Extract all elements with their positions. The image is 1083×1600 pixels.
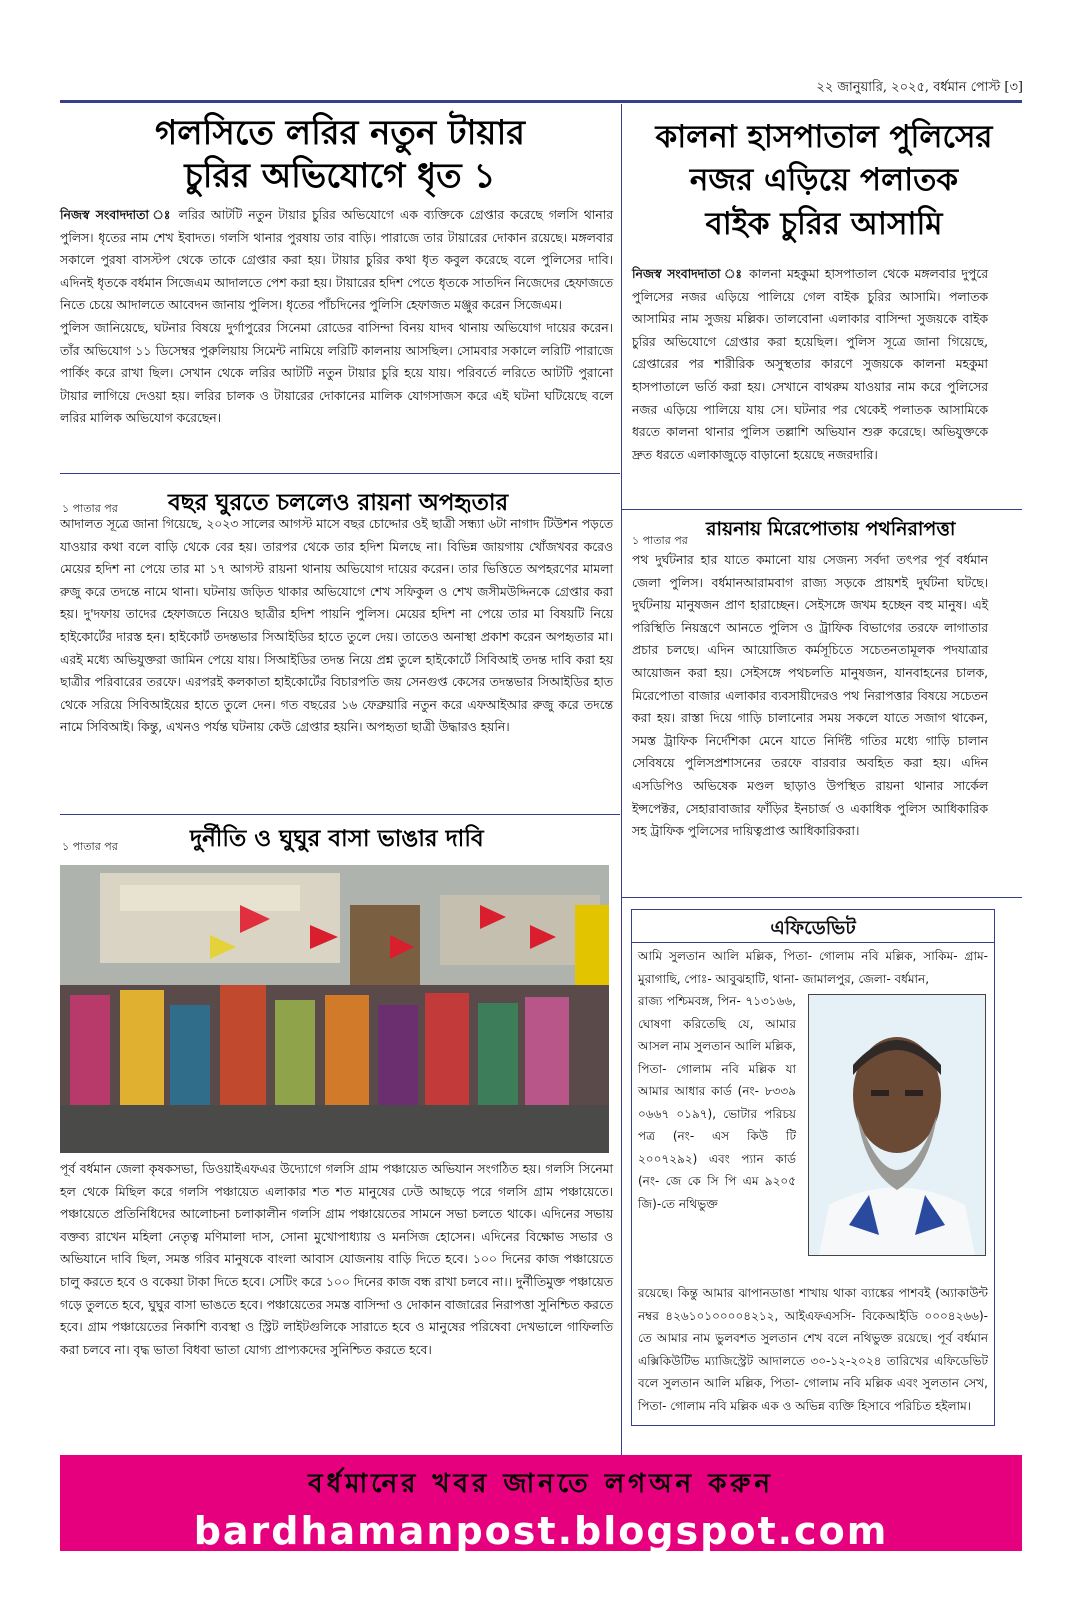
article5-headline: দুর্নীতি ও ঘুঘুর বাসা ভাঙার দাবি — [190, 826, 484, 852]
article1-headline — [60, 112, 620, 197]
affidavit-box — [631, 909, 995, 1426]
rally-photo — [60, 865, 609, 1153]
article2-para1: কালনা মহকুমা হাসপাতাল থেকে মঙ্গলবার দুপুরে পুলিসের নজর এড়িয়ে পালিয়ে গেল বাইক চুরির আসামি। পলাতক আসামির নাম সুজয় মল্লিক। তালবোনা এলাকার বাসিন্দা সুজয়কে বাইক চুরির অভিযোগে গ্রেপ্তার করা হয়েছিল। পুলিস সূত্রে জানা গিয়েছে, গ্রেপ্তারের পর শারীরিক অসুস্থতার কারণে সুজয়কে কালনা মহকুমা হাসপাতালে ভর্তি করা হয়। সেখানে বাথরুম যাওয়ার নাম করে পুলিসের নজর এড়িয়ে পালিয়ে যায় সে। ঘটনার পর থেকেই পলাতক আসামিকে ধরতে কালনা থানার পুলিস তল্লাশি অভিযান শুরু করেছে। অভিযুক্তকে দ্রুত ধরতে এলাকাজুড়ে বাড়ানো হয়েছে নজরদারি। — [632, 267, 988, 462]
affidavit-portrait — [808, 994, 986, 1256]
article2-body — [632, 263, 988, 466]
article4-continued: ১ পাতার পর — [632, 534, 688, 547]
article2-divider — [622, 509, 1022, 510]
article3-headline: বছর ঘুরতে চললেও রায়না অপহৃতার — [168, 490, 509, 516]
article1-para1: লরির আটটি নতুন টায়ার চুরির অভিযোগে এক ব্যক্তিকে গ্রেপ্তার করেছে গলসি থানার পুলিস। ধৃতের নাম শেখ ইবাদত। গলসি থানার পুরষায় তার বাড়ি। পারাজে তার টায়ারের দোকান রয়েছে। মঙ্গলবার সকালে পুরষা বাসস্টপ থেকে তাকে গ্রেপ্তার করা হয়। টায়ার চুরির কথা ধৃত কবুল করেছে বলে পুলিসের দাবি। এদিনই ধৃতকে বর্ধমান সিজেএম আদালতে পেশ করা হয়। টায়ারের হদিশ পেতে ধৃতকে সাতদিন নিজেদের হেফাজতে নিতে চেয়ে আদালতে আবেদন জানায় পুলিস। ধৃতের পাঁচদিনের পুলিসি হেফাজত মঞ্জুর করেন সিজেএম। — [60, 208, 613, 313]
affidavit-side-text: রাজ্য পশ্চিমবঙ্গ, পিন- ৭১৩১৬৬, ঘোষণা করিতেছি যে, আমার আসল নাম সুলতান আলি মল্লিক, পিতা- গোলাম নবি মল্লিক যা আমার আধার কার্ড (নং- ৮৩৩৯ ০৬৬৭ ০১৯৭), ভোটার পরিচয় পত্র (নং- এস কিউ টি ২০০৭২৯২) এবং প্যান কার্ড (নং- জে কে সি পি এম ৯২০৫ জি)-তে নথিভুক্ত — [638, 994, 796, 1211]
affidavit-title: এফিডেভিট — [770, 917, 856, 939]
rally-photo-image — [60, 865, 609, 1153]
article3-continued: ১ পাতার পর — [62, 502, 118, 515]
blog-banner[interactable] — [60, 1455, 1022, 1551]
article2-headline-line3: বাইক চুরির আসামি — [705, 205, 943, 242]
banner-tagline: বর্ধমানের খবর জানতে লগঅন করুন — [308, 1469, 774, 1499]
article1-headline-line2: চুরির অভিযোগে ধৃত ১ — [184, 155, 496, 196]
affidavit-top-text: আমি সুলতান আলি মল্লিক, পিতা- গোলাম নবি মল্লিক, সাকিম- গ্রাম- মুরাগাছি, পোঃ- আবুঝহাটি, থানা- জামালপুর, জেলা- বর্ধমান, — [638, 949, 988, 986]
article4-headline: রায়নায় মিরেপোতায় পথনিরাপত্তা — [706, 518, 956, 540]
affidavit-bottom-text: রয়েছে। কিন্তু আমার ঝাপানডাঙা শাখায় থাকা ব্যাঙ্কের পাশবই (অ্যাকাউন্ট নম্বর ৪২৬১০১০০০০৪২১২, আইএফএসসি- বিকেআইডি ০০০৪২৬৬)-তে আমার নাম ভুলবশত সুলতান শেখ বলে নথিভুক্ত রয়েছে। পূর্ব বর্ধমান এক্সিকিউটিভ ম্যাজিস্ট্রেট আদালতে ৩০-১২-২০২৪ তারিখের এফিডেভিট বলে সুলতান আলি মল্লিক, পিতা- গোলাম নবি মল্লিক এবং সুলতান সেখ, পিতা- গোলাম নবি মল্লিক এক ও অভিন্ন ব্যক্তি হিসাবে পরিচিত হইলাম। — [638, 1286, 988, 1413]
article5-para1: পূর্ব বর্ধমান জেলা কৃষকসভা, ডিওয়াইএফএর উদ্যোগে গলসি গ্রাম পঞ্চায়েত অভিযান সংগঠিত হয়। গলসি সিনেমা হল থেকে মিছিল করে গলসি পঞ্চায়েত এলাকার শত শত মানুষের ঢেউ আছড়ে পরে গলসি গ্রাম পঞ্চায়েতে। পঞ্চায়েতে প্রতিনিধিদের আলোচনা চলাকালীন গলসি গ্রাম পঞ্চায়েতের সামনে সভা চলতে থাকে। এদিনের সভায় বক্তব্য রাখেন মহিলা নেতৃত্ব মণিমালা দাস, সোনা মুখোপাধ্যায় ও মনসিজ হোসেন। এদিনের বিক্ষোভ সভার ও অভিযানে দাবি ছিল, সমস্ত গরিব মানুষকে বাংলা আবাস যোজনায় বাড়ি দিতে হবে। ১০০ দিনের কাজ পঞ্চায়েতে চালু করতে হবে ও বকেয়া টাকা দিতে হবে। সেটিং করে ১০০ দিনের কাজ বন্ধ রাখা চলবে না।। দুর্নীতিমুক্ত পঞ্চায়েত গড়ে তুলতে হবে, ঘুঘুর বাসা ভাঙতে হবে। পঞ্চায়েতের সমস্ত বাসিন্দা ও দোকান বাজারের নিরাপত্তা সুনিশ্চিত করতে হবে। গ্রাম পঞ্চায়েতের নিকাশি ব্যবস্থা ও স্ট্রিট লাইটগুলিকে সারাতে হবে ও মানুষের পরিষেবা দেখভালে গাফিলতি করা চলবে না। বৃদ্ধ ভাতা বিধবা ভাতা যোগ্য প্রাপ্যকদের সুনিশ্চিত করতে হবে। — [60, 1162, 613, 1357]
top-rule — [60, 100, 1022, 103]
article1-body — [60, 204, 613, 430]
article5-body — [60, 1158, 613, 1361]
portrait-image — [809, 995, 985, 1255]
article1-para2: পুলিস জানিয়েছে, ঘটনার বিষয়ে দুর্গাপুরের সিনেমা রোডের বাসিন্দা বিনয় যাদব থানায় অভিযোগ দায়ের করেন। তাঁর অভিযোগ ১১ ডিসেম্বর পুরুলিয়ায় সিমেন্ট নামিয়ে লরিটি কালনায় আসছিল। সোমবার সকালে লরিটি পারাজে পার্কিং করে রাখা ছিল। সেখান থেকে লরির আটটি নতুন টায়ার চুরি হয়ে যায়। পরিবর্তে লরিতে আটটি পুরানো টায়ার লাগিয়ে দেওয়া হয়। লরির চালক ও টায়ারের দোকানের মালিক যোগসাজস করে এই ঘটনা ঘটিয়েছে বলে লরির মালিক অভিযোগ করেছেন। — [60, 320, 613, 426]
article4-divider — [622, 897, 1022, 898]
article4-body — [632, 549, 988, 843]
article2-headline — [628, 116, 1020, 246]
article1-divider — [60, 473, 620, 474]
column-divider — [621, 104, 622, 1549]
article3-divider — [60, 814, 620, 815]
article3-para1: আদালত সূত্রে জানা গিয়েছে, ২০২৩ সালের আগস্ট মাসে বছর চোদ্দোর ওই ছাত্রী সন্ধ্যা ৬টা নাগাদ টিউশন পড়তে যাওয়ার কথা বলে বাড়ি থেকে বের হয়। তারপর থেকে তার হদিশ মিলছে না। বিভিন্ন জায়গায় খোঁজখবর করেও মেয়ের হদিশ না পেয়ে তার মা ১৭ আগস্ট রায়না থানায় অভিযোগ দায়ের করেন। তার ভিত্তিতে অপহরণের মামলা রুজু করে তদন্তে নামে থানা। ঘটনায় জড়িত থাকার অভিযোগে শেখ সফিকুল ও শেখ জসীমউদ্দিনকে গ্রেপ্তার করা হয়। দু'দফায় তাদের হেফাজতে নিয়েও ছাত্রীর হদিশ পায়নি পুলিস। মেয়ের হদিশ না পেয়ে তার মা বিষয়টি নিয়ে হাইকোর্টের দারস্ত হন। হাইকোর্ট তদন্তভার সিআইডির হাতে তুলে দেয়। তাতেও অনাস্থা প্রকাশ করেন অপহৃতার মা। এরই মধ্যে অভিযুক্তরা জামিন পেয়ে যায়। সিআইডির তদন্ত নিয়ে প্রশ্ন তুলে হাইকোর্টে সিবিআই তদন্ত দাবি করা হয় ছাত্রীর পরিবারের তরফে। এরপরই কলকাতা হাইকোর্টের বিচারপতি জয় সেনগুপ্ত কেসের তদন্তভার সিআইডির হাত থেকে সরিয়ে সিবিআইয়ের হাতে তুলে দেন। গত বছরের ১৬ ফেব্রুয়ারি নতুন করে এফআইআর রুজু করে তদন্তে নামে সিবিআই। কিন্তু, এখনও পর্যন্ত ঘটনায় কেউ গ্রেপ্তার হয়নি। অপহৃতা ছাত্রী উদ্ধারও হয়নি। — [60, 517, 613, 735]
masthead-date: ২২ জানুয়ারি, ২০২৫, বর্ধমান পোস্ট [৩] — [816, 80, 1023, 95]
article1-headline-line1: গলসিতে লরির নতুন টায়ার — [154, 113, 526, 153]
article4-para1: পথ দুর্ঘটনার হার যাতে কমানো যায় সেজন্য সর্বদা তৎপর পূর্ব বর্ধমান জেলা পুলিস। বর্ধমানআরামবাগ রাজ্য সড়কে প্রায়শই দুর্ঘটনা ঘটছে। দুর্ঘটনায় মানুষজন প্রাণ হারাচ্ছেন। সেইসঙ্গে জখম হচ্ছেন বহু মানুষ। এই পরিস্থিতি নিয়ন্ত্রণে আনতে পুলিস ও ট্রাফিক বিভাগের তরফে লাগাতার প্রচার চলছে। এদিন আয়োজিত কর্মসূচিতে সচেতনতামূলক পদযাত্রার আয়োজন করা হয়। সেইসঙ্গে পথচলতি মানুষজন, যানবাহনের চালক, মিরেপোতা বাজার এলাকার ব্যবসায়ীদেরও পথ নিরাপত্তার বিষয়ে সচেতন করা হয়। রাস্তা দিয়ে গাড়ি চালানোর সময় সকলে যাতে সজাগ থাকেন, সমস্ত ট্রাফিক নির্দেশিকা মেনে যাতে নির্দিষ্ট গতির মধ্যে গাড়ি চালান সেবিষয়ে পুলিসপ্রশাসনের তরফে বারবার অবহিত করা হয়। এদিন এসডিপিও অভিষেক মণ্ডল ছাড়াও উপস্থিত রায়না থানার সার্কেল ইন্সপেক্টর, সেহারাবাজার ফাঁড়ির ইনচার্জ ও একাধিক পুলিস আধিকারিক সহ ট্রাফিক পুলিসের দায়িত্বপ্রাপ্ত আধিকারিকরা। — [632, 553, 988, 839]
article2-byline: নিজস্ব সংবাদদাতা ঃ — [632, 267, 744, 281]
article3-body — [60, 513, 613, 739]
article5-continued: ১ পাতার পর — [62, 840, 118, 853]
banner-url-link[interactable]: bardhamanpost.blogspot.com — [193, 1509, 889, 1553]
article1-byline: নিজস্ব সংবাদদাতা ঃ — [60, 208, 173, 222]
article2-headline-line1: কালনা হাসপাতাল পুলিসের — [655, 119, 993, 155]
article2-headline-line2: নজর এড়িয়ে পলাতক — [689, 162, 959, 199]
